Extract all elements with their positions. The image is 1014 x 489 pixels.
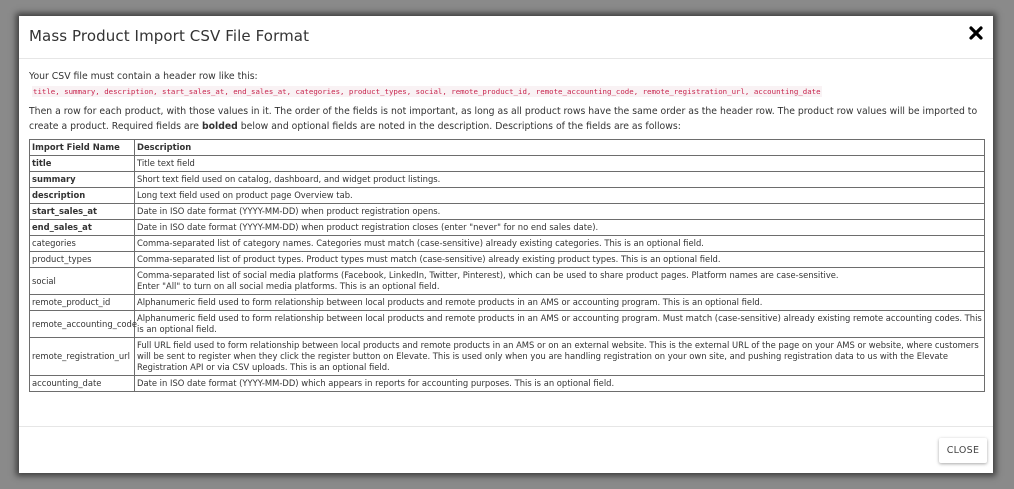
field-description-cell <box>135 268 985 295</box>
field-description-cell: Long text field used on product page Overview tab. <box>135 188 985 204</box>
table-row <box>30 156 985 172</box>
field-name-cell: summary <box>30 172 135 188</box>
field-description-cell: Alphanumeric field used to form relationship between local products and remote products in an AMS or accounting program. Must match (case-sensitive) already existing remote accounting codes. This is an optional field. <box>135 311 985 338</box>
table-header-row <box>30 140 985 156</box>
description-part1: Then a row for each product, with those values in it. The order of the fields is not important, as long as all product rows have the same order as the header row. The product row values will be imported to create a product. Required fields are <box>29 106 978 132</box>
field-name-cell: remote_accounting_code <box>30 311 135 338</box>
table-row <box>30 188 985 204</box>
csv-header-row: title, summary, description, start_sales_at, end_sales_at, categories, product_types, social, remote_product_id, remote_accounting_code, remote_registration_url, accounting_date <box>33 87 821 96</box>
field-name-cell: remote_product_id <box>30 295 135 311</box>
import-format-modal <box>19 16 993 473</box>
close-button[interactable]: CLOSE <box>939 438 987 463</box>
field-description-cell: Alphanumeric field used to form relationship between local products and remote products in an AMS or accounting program. This is an optional field. <box>135 295 985 311</box>
table-row <box>30 252 985 268</box>
field-description-cell: Date in ISO date format (YYYY-MM-DD) when product registration opens. <box>135 204 985 220</box>
table-row <box>30 338 985 376</box>
field-name-cell: end_sales_at <box>30 220 135 236</box>
field-name-cell: start_sales_at <box>30 204 135 220</box>
table-row <box>30 220 985 236</box>
table-row <box>30 236 985 252</box>
table-row <box>30 204 985 220</box>
field-name-cell: product_types <box>30 252 135 268</box>
field-name-cell: accounting_date <box>30 376 135 392</box>
field-description-cell: Short text field used on catalog, dashboard, and widget product listings. <box>135 172 985 188</box>
table-row <box>30 268 985 295</box>
table-row <box>30 172 985 188</box>
modal-footer <box>19 426 993 473</box>
fields-table <box>29 139 985 392</box>
field-description-cell: Title text field <box>135 156 985 172</box>
social-description-line2: Enter "All" to turn on all social media platforms. This is an optional field. <box>137 281 440 291</box>
field-name-cell: remote_registration_url <box>30 338 135 376</box>
column-header-description: Description <box>135 140 985 156</box>
description-bold: bolded <box>201 121 238 132</box>
table-row <box>30 311 985 338</box>
intro-text: Your CSV file must contain a header row like this: <box>29 71 258 82</box>
field-description-cell: Comma-separated list of category names. Categories must match (case-sensitive) already existing categories. This is an optional field. <box>135 236 985 252</box>
field-description-cell: Date in ISO date format (YYYY-MM-DD) which appears in reports for accounting purposes. This is an optional field. <box>135 376 985 392</box>
table-row <box>30 295 985 311</box>
field-description-cell: Date in ISO date format (YYYY-MM-DD) when product registration closes (enter "never" for no end sales date). <box>135 220 985 236</box>
description-part2: below and optional fields are noted in the description. Descriptions of the fields are as follows: <box>237 121 681 132</box>
table-row <box>30 376 985 392</box>
column-header-field-name: Import Field Name <box>30 140 135 156</box>
field-description-cell: Full URL field used to form relationship between local products and remote products in an AMS or on an external website. This is the external URL of the page on your AMS or website, where customers will be sent to register when they click the register button on Elevate. This is used only when you are handling registration on your own site, and pushing registration data to us with the Elevate Registration API or via CSV uploads. This is an optional field. <box>135 338 985 376</box>
field-name-cell: social <box>30 268 135 295</box>
modal-header <box>19 16 993 59</box>
field-name-cell: description <box>30 188 135 204</box>
social-description-line1: Comma-separated list of social media platforms (Facebook, LinkedIn, Twitter, Pinterest), which can be used to share product pages. Platform names are case-sensitive. <box>137 270 839 280</box>
close-icon[interactable] <box>967 24 985 42</box>
modal-body <box>29 71 985 392</box>
field-description-cell: Comma-separated list of product types. Product types must match (case-sensitive) already existing product types. This is an optional field. <box>135 252 985 268</box>
field-name-cell: categories <box>30 236 135 252</box>
description-text <box>29 104 981 134</box>
field-name-cell: title <box>30 156 135 172</box>
modal-title: Mass Product Import CSV File Format <box>29 27 310 45</box>
